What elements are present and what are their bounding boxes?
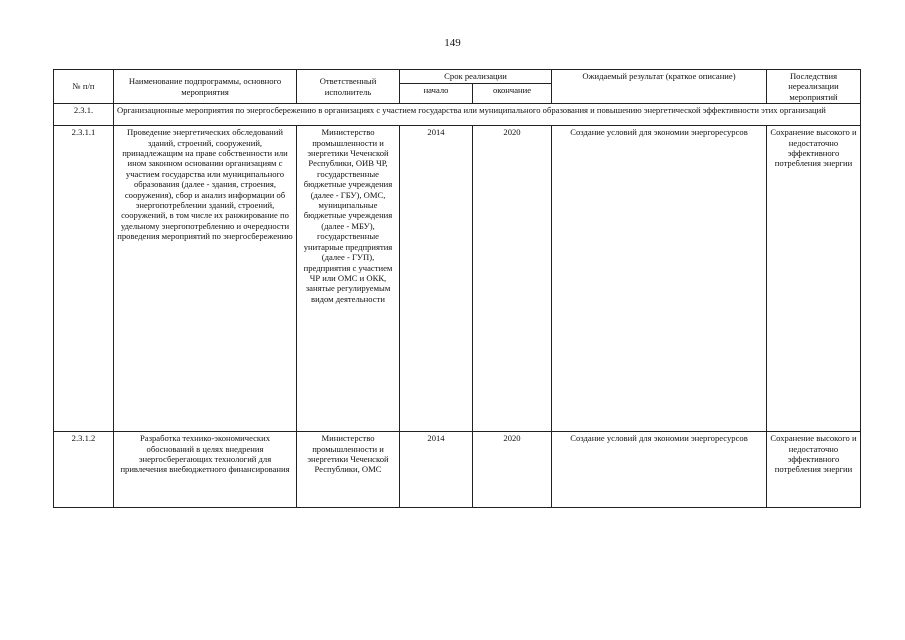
table-row (54, 126, 861, 432)
header-consequences: Последствия нереализации мероприятий (767, 70, 861, 104)
section-title: Организационные мероприятия по энергосбережению в организациях с участием государства или муниципального образования и повышению энергетической эффективности этих организаций (114, 104, 861, 126)
page-number: 149 (444, 37, 461, 49)
row-num: 2.3.1.1 (54, 126, 114, 432)
row-executor: Министерство промышленности и энергетики Чеченской Республики, ОМС (297, 432, 400, 508)
row-end: 2020 (473, 432, 552, 508)
row-executor: Министерство промышленности и энергетики Чеченской Республики, ОИВ ЧР, государственные бюджетные учреждения (далее - ГБУ), ОМС, муниципальные бюджетные учреждения (далее - МБУ), государственные унитарные предприятия (далее - ГУП), предприятия с участием ЧР или ОМС и ОКК, занятые регулируемым видом деятельности (297, 126, 400, 432)
header-start: начало (400, 84, 473, 104)
program-table (53, 69, 861, 508)
header-executor: Ответственный исполнитель (297, 70, 400, 104)
row-result: Создание условий для экономии энергоресурсов (552, 432, 767, 508)
row-consequences: Сохранение высокого и недостаточно эффективного потребления энергии (767, 432, 861, 508)
row-name: Разработка технико-экономических обоснований в целях внедрения энергосберегающих технологий для привлечения внебюджетного финансирования (114, 432, 297, 508)
row-name: Проведение энергетических обследований зданий, строений, сооружений, принадлежащим на праве собственности или ином законном основании организациям с участием государства или муниципального образования (далее - здания, строения, сооружения), сбор и анализ информации об энергопотреблении зданий, строений, сооружений, в том числе их ранжирование по удельному энергопотреблению и очередности проведения мероприятий по энергосбережению (114, 126, 297, 432)
row-consequences: Сохранение высокого и недостаточно эффективного потребления энергии (767, 126, 861, 432)
header-name: Наименование подпрограммы, основного мероприятия (114, 70, 297, 104)
header-result: Ожидаемый результат (краткое описание) (552, 70, 767, 104)
section-row (54, 104, 861, 126)
row-start: 2014 (400, 126, 473, 432)
header-num: № п/п (54, 70, 114, 104)
header-row (54, 70, 861, 84)
row-num: 2.3.1.2 (54, 432, 114, 508)
header-end: окончание (473, 84, 552, 104)
row-start: 2014 (400, 432, 473, 508)
section-num: 2.3.1. (54, 104, 114, 126)
table-row (54, 432, 861, 508)
row-result: Создание условий для экономии энергоресурсов (552, 126, 767, 432)
header-term: Срок реализации (400, 70, 552, 84)
row-end: 2020 (473, 126, 552, 432)
